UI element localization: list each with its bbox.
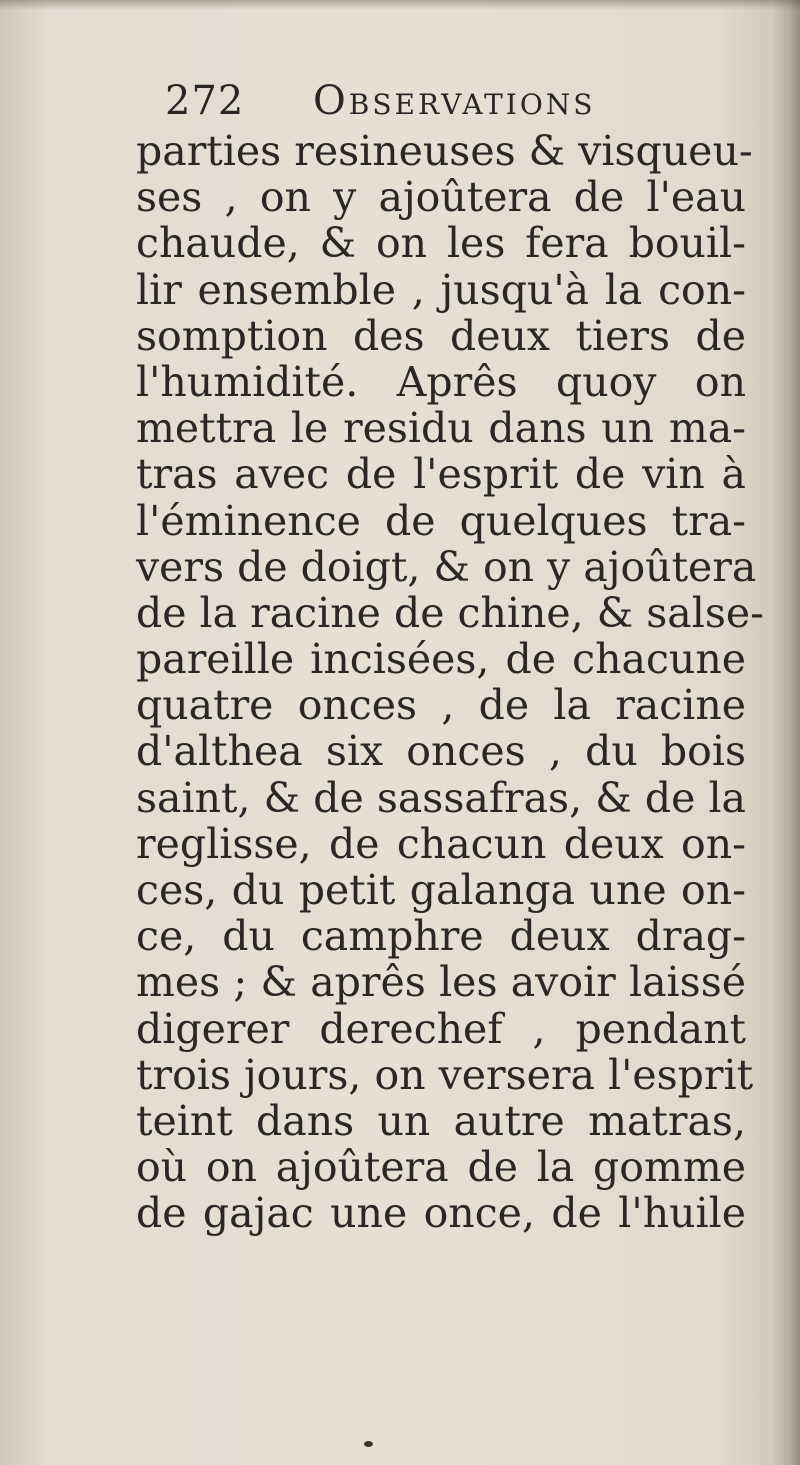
page-header: [165, 70, 740, 130]
text-line: chaude, & on les fera bouil-: [136, 219, 746, 268]
text-line: de la racine de chine, & salse-: [136, 588, 764, 637]
text-line: lir ensemble , jusqu'à la con-: [136, 265, 746, 314]
text-line: quatre onces , de la racine: [136, 681, 746, 730]
text-line: ce, du camphre deux drag-: [136, 912, 746, 961]
text-line: où on ajoûtera de la gomme: [136, 1143, 746, 1192]
text-line: trois jours, on versera l'esprit: [136, 1050, 754, 1099]
page-number: 272: [165, 78, 245, 124]
text-line: somption des deux tiers de: [136, 311, 746, 360]
text-line: l'éminence de quelques tra-: [136, 496, 746, 545]
text-line: teint dans un autre matras,: [136, 1096, 746, 1145]
text-line: reglisse, de chacun deux on-: [136, 819, 746, 868]
text-line: vers de doigt, & on y ajoûtera: [136, 542, 757, 591]
running-title: Observations: [313, 78, 596, 124]
text-line: ses , on y ajoûtera de l'eau: [136, 173, 746, 222]
ink-speck: [364, 1441, 373, 1447]
text-line: saint, & de sassafras, & de la: [136, 773, 746, 822]
text-line: de gajac une once, de l'huile: [136, 1189, 746, 1238]
text-line: mes ; & aprês les avoir laissé: [136, 958, 746, 1007]
text-line: d'althea six onces , du bois: [136, 727, 746, 776]
text-line: digerer derechef , pendant: [136, 1004, 746, 1053]
body-text: [136, 127, 764, 1238]
text-line: pareille incisées, de chacune: [136, 635, 746, 684]
page-top-edge: [0, 0, 800, 10]
text-line: parties resineuses & visqueu-: [136, 127, 753, 175]
text-line: mettra le residu dans un ma-: [136, 404, 746, 453]
text-line: tras avec de l'esprit de vin à: [136, 450, 746, 499]
page-gutter-shadow: [772, 0, 800, 1465]
text-line: ces, du petit galanga une on-: [136, 866, 746, 914]
text-line: l'humidité. Aprês quoy on: [136, 357, 746, 406]
